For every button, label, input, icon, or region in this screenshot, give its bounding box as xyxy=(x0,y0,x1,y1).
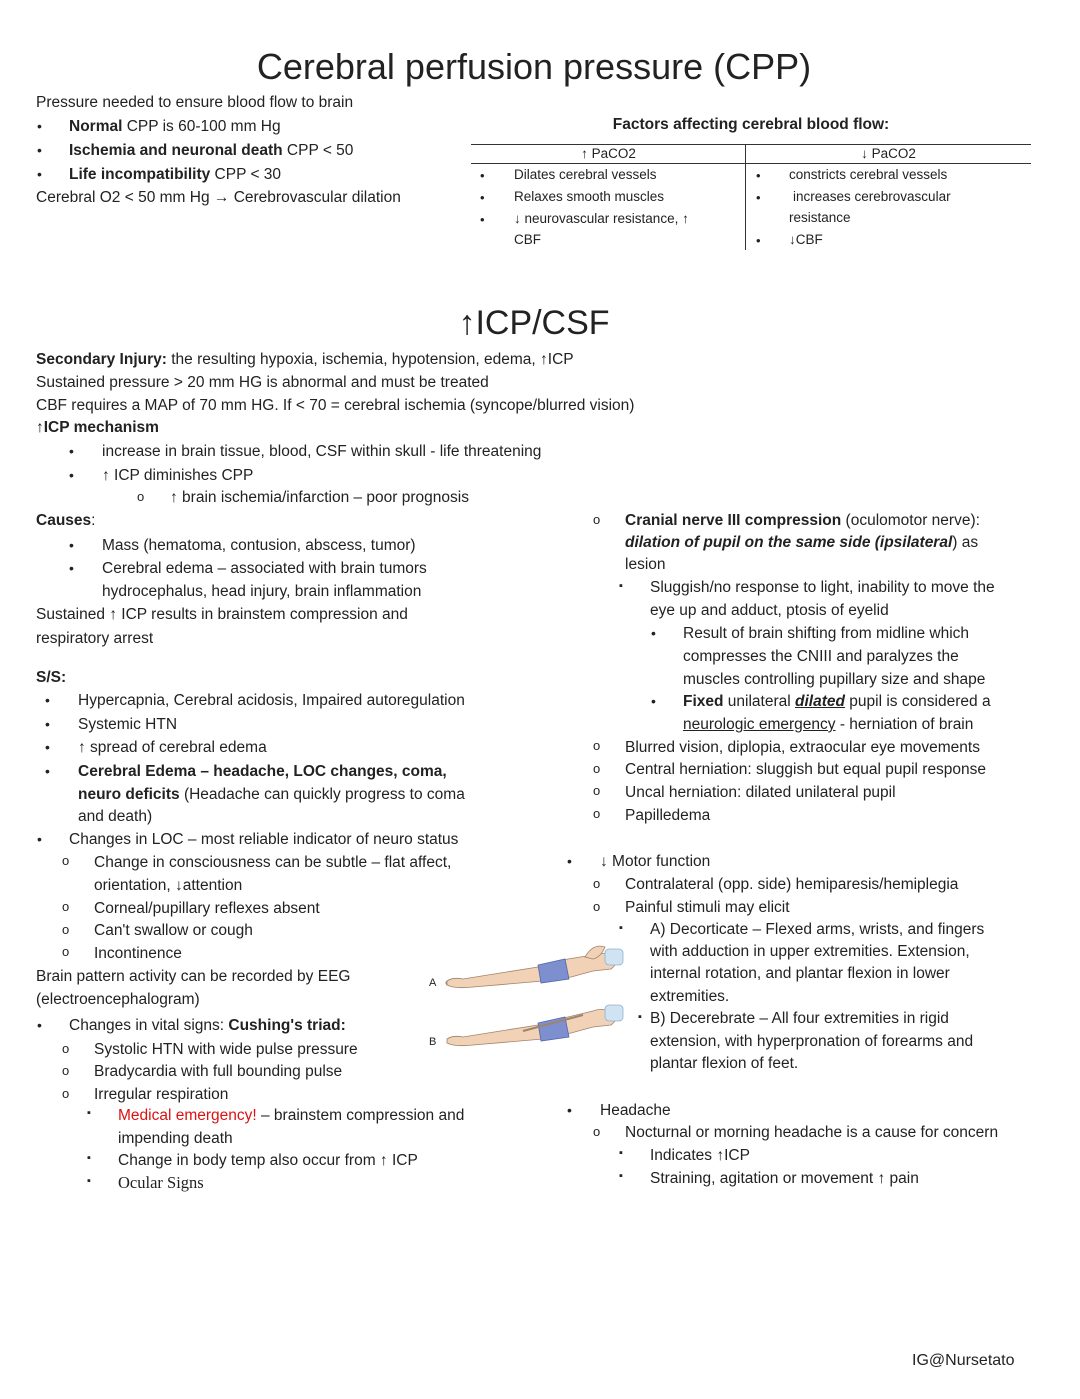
bullet xyxy=(480,168,485,183)
loc-item: Change in consciousness can be subtle – flat affect, xyxy=(94,854,452,871)
bullet xyxy=(87,1152,91,1164)
mechanism-subitem: ↑ brain ischemia/infarction – poor prognosis xyxy=(170,489,469,506)
mechanism-item: ↑ ICP diminishes CPP xyxy=(102,467,254,484)
causes-heading: Causes: xyxy=(36,512,96,529)
bullet xyxy=(593,899,600,914)
bullet xyxy=(37,166,42,182)
bullet xyxy=(756,168,761,183)
sustained-icp: Sustained ↑ ICP results in brainstem compression and xyxy=(36,606,408,623)
bullet xyxy=(45,739,50,755)
bullet xyxy=(756,190,761,205)
decerebrate-text-cont: extension, with hyperpronation of forearms and xyxy=(650,1033,974,1050)
cranial-nerve-line: dilation of pupil on the same side (ipsilateral) as xyxy=(625,534,979,551)
bullet xyxy=(593,806,600,821)
cpp-o2: Cerebral O2 < 50 mm Hg → Cerebrovascular dilation xyxy=(36,189,401,206)
column-divider xyxy=(745,144,746,250)
secondary-injury: Secondary Injury: the resulting hypoxia, ischemia, hypotension, edema, ↑ICP xyxy=(36,351,574,368)
posture-illustration xyxy=(443,935,625,1055)
cranial-detail-cont: neurologic emergency - herniation of brain xyxy=(683,716,974,733)
ss-item: Hypercapnia, Cerebral acidosis, Impaired autoregulation xyxy=(78,692,465,709)
vital-subitem-cont: impending death xyxy=(118,1130,233,1147)
vital-signs-heading: Changes in vital signs: Cushing's triad: xyxy=(69,1017,346,1034)
bullet xyxy=(62,899,69,914)
decerebrate-text-cont: plantar flexion of feet. xyxy=(650,1055,799,1072)
down-item: constricts cerebral vessels xyxy=(789,167,948,182)
sustained-pressure: Sustained pressure > 20 mm HG is abnormal and must be treated xyxy=(36,374,489,391)
bullet xyxy=(480,212,485,227)
bullet xyxy=(37,831,42,847)
cranial-nerve-heading: Cranial nerve III compression (oculomotor nerve): xyxy=(625,512,980,529)
factors-heading: Factors affecting cerebral blood flow: xyxy=(612,116,890,133)
sustained-icp-cont: respiratory arrest xyxy=(36,630,154,647)
bullet xyxy=(62,853,69,868)
up-item: ↓ neurovascular resistance, ↑ xyxy=(514,211,689,226)
bullet xyxy=(45,716,50,732)
decorticate-text-cont: internal rotation, and plantar flexion in lower xyxy=(650,965,950,982)
ocular-item: Central herniation: sluggish but equal pupil response xyxy=(625,761,987,778)
motor-heading: ↓ Motor function xyxy=(600,853,711,870)
decerebrate-text: B) Decerebrate – All four extremities in rigid xyxy=(650,1010,949,1027)
bullet xyxy=(756,233,761,248)
bullet xyxy=(593,783,600,798)
cranial-subitem: Sluggish/no response to light, inability to move the xyxy=(650,579,995,596)
bullet xyxy=(638,1011,642,1023)
bullet xyxy=(62,1041,69,1056)
cpp-life: Life incompatibility CPP < 30 xyxy=(69,166,282,183)
figure-label-b: B xyxy=(429,1036,437,1048)
bullet xyxy=(593,512,600,527)
cranial-detail: Result of brain shifting from midline which xyxy=(683,625,970,642)
posturing-figure xyxy=(425,935,625,1055)
mechanism-item: increase in brain tissue, blood, CSF within skull - life threatening xyxy=(102,443,542,460)
bullet xyxy=(651,693,656,709)
bullet xyxy=(62,944,69,959)
up-item: CBF xyxy=(514,232,541,247)
ss-item-cont: neuro deficits (Headache can quickly progress to coma xyxy=(78,786,465,803)
ss-item: Systemic HTN xyxy=(78,716,178,733)
cause-item: Mass (hematoma, contusion, abscess, tumor) xyxy=(102,537,416,554)
bullet xyxy=(137,489,144,504)
icp-title: ↑ICP/CSF xyxy=(458,304,610,342)
up-item: Dilates cerebral vessels xyxy=(514,167,657,182)
cpp-normal: Normal CPP is 60-100 mm Hg xyxy=(69,118,281,135)
vital-subitem: Medical emergency! – brainstem compression and xyxy=(118,1107,465,1124)
motor-item: Painful stimuli may elicit xyxy=(625,899,790,916)
factors-table xyxy=(471,144,1031,250)
bullet xyxy=(45,692,50,708)
vital-item: Bradycardia with full bounding pulse xyxy=(94,1063,343,1080)
bullet xyxy=(87,1107,91,1119)
down-item: ↓CBF xyxy=(789,232,823,247)
motor-item: Contralateral (opp. side) hemiparesis/hemiplegia xyxy=(625,876,959,893)
down-item: resistance xyxy=(789,210,851,225)
cranial-detail: Fixed unilateral dilated pupil is considered a xyxy=(683,693,991,710)
cranial-nerve-line: lesion xyxy=(625,556,666,573)
loc-item: Incontinence xyxy=(94,945,182,962)
ss-item: ↑ spread of cerebral edema xyxy=(78,739,267,756)
ss-item: Cerebral Edema – headache, LOC changes, coma, xyxy=(78,763,447,780)
figure-label-a: A xyxy=(429,977,437,989)
bullet xyxy=(69,537,74,553)
bullet xyxy=(69,467,74,483)
cpp-intro: Pressure needed to ensure blood flow to brain xyxy=(36,94,354,111)
decorticate-text-cont: with adduction in upper extremities. Extension, xyxy=(650,943,970,960)
bullet xyxy=(62,1063,69,1078)
bullet xyxy=(619,1147,623,1159)
up-item: Relaxes smooth muscles xyxy=(514,189,665,204)
bullet xyxy=(593,738,600,753)
ocular-item: Uncal herniation: dilated unilateral pupil xyxy=(625,784,896,801)
headache-subitem: Indicates ↑ICP xyxy=(650,1147,750,1164)
ss-heading: S/S: xyxy=(36,669,67,686)
loc-heading: Changes in LOC – most reliable indicator of neuro status xyxy=(69,831,459,848)
decorticate-text: A) Decorticate – Flexed arms, wrists, and fingers xyxy=(650,921,985,938)
cranial-detail-cont: compresses the CNIII and paralyzes the xyxy=(683,648,959,665)
bullet xyxy=(619,580,623,592)
vital-subitem: Ocular Signs xyxy=(118,1173,204,1192)
bullet xyxy=(480,190,485,205)
loc-item: Corneal/pupillary reflexes absent xyxy=(94,900,320,917)
bullet xyxy=(619,922,623,934)
ss-item-cont: and death) xyxy=(78,808,153,825)
loc-item: Can't swallow or cough xyxy=(94,922,253,939)
bullet xyxy=(593,1124,600,1139)
bullet xyxy=(37,118,42,134)
cranial-subitem-cont: eye up and adduct, ptosis of eyelid xyxy=(650,602,889,619)
bullet xyxy=(619,1170,623,1182)
cause-item: Cerebral edema – associated with brain tumors xyxy=(102,560,427,577)
bullet xyxy=(567,1102,572,1118)
cbf-map: CBF requires a MAP of 70 mm HG. If < 70 = cerebral ischemia (syncope/blurred vision) xyxy=(36,397,635,414)
cranial-detail-cont: muscles controlling pupillary size and shape xyxy=(683,671,986,688)
bullet xyxy=(37,1017,42,1033)
down-item: increases cerebrovascular xyxy=(793,189,951,204)
loc-item-cont: orientation, ↓attention xyxy=(94,877,243,894)
bullet xyxy=(69,443,74,459)
bullet xyxy=(593,876,600,891)
decorticate-text-cont: extremities. xyxy=(650,988,730,1005)
bullet xyxy=(567,853,572,869)
vital-subitem: Change in body temp also occur from ↑ ICP xyxy=(118,1152,418,1169)
decorticate-body xyxy=(446,946,623,988)
headache-item: Nocturnal or morning headache is a cause for concern xyxy=(625,1124,999,1141)
paco2-down-header: ↓ PaCO2 xyxy=(746,144,1031,164)
paco2-up-header: ↑ PaCO2 xyxy=(471,144,746,164)
bullet xyxy=(45,763,50,779)
bullet xyxy=(87,1175,91,1187)
vital-item: Irregular respiration xyxy=(94,1086,229,1103)
ocular-item: Blurred vision, diplopia, extraocular eye movements xyxy=(625,739,980,756)
headache-subitem: Straining, agitation or movement ↑ pain xyxy=(650,1170,919,1187)
footer-credit: IG@Nursetato xyxy=(912,1352,1015,1369)
page-title: Cerebral perfusion pressure (CPP) xyxy=(256,46,812,87)
bullet xyxy=(37,142,42,158)
cause-item-cont: hydrocephalus, head injury, brain inflammation xyxy=(102,583,422,600)
eeg-note: Brain pattern activity can be recorded by EEG xyxy=(36,968,351,985)
bullet xyxy=(593,761,600,776)
ocular-item: Papilledema xyxy=(625,807,711,824)
cpp-ischemia: Ischemia and neuronal death CPP < 50 xyxy=(69,142,354,159)
vital-item: Systolic HTN with wide pulse pressure xyxy=(94,1041,358,1058)
bullet xyxy=(62,922,69,937)
eeg-note-cont: (electroencephalogram) xyxy=(36,991,200,1008)
decerebrate-body xyxy=(447,1005,623,1046)
headache-heading: Headache xyxy=(600,1102,671,1119)
bullet xyxy=(62,1086,69,1101)
bullet xyxy=(69,560,74,576)
bullet xyxy=(651,625,656,641)
icp-mechanism-heading: ↑ICP mechanism xyxy=(36,419,159,436)
